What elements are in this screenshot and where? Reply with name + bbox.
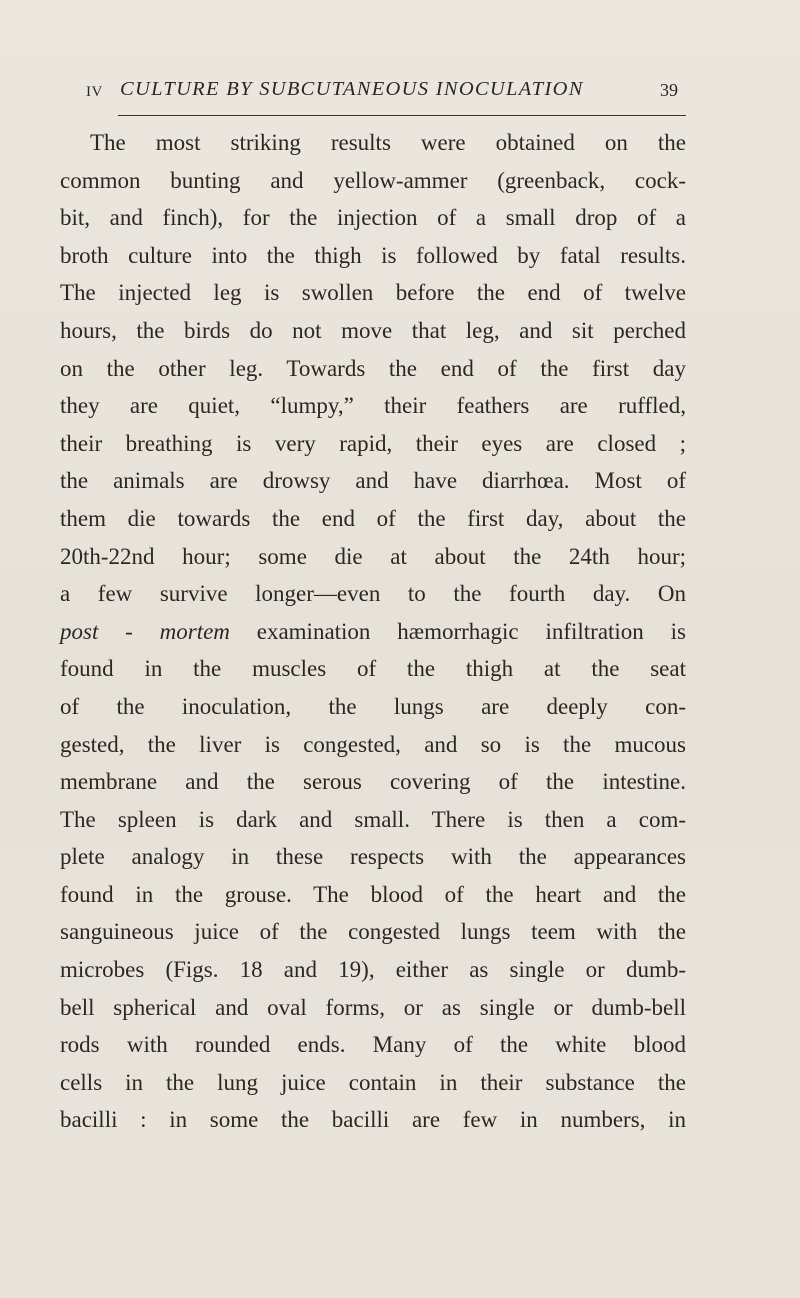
text-line: cells in the lung juice contain in their substance the <box>60 1069 686 1095</box>
text-line-rest: examination hæmorrhagic infiltration is <box>256 618 686 644</box>
text-line: broth culture into the thigh is followed by fatal results. <box>60 242 686 268</box>
body-text <box>60 124 686 1139</box>
italic-phrase: post - mortem <box>60 618 230 644</box>
text-line: hours, the birds do not move that leg, and sit perched <box>60 317 686 343</box>
text-line: found in the muscles of the thigh at the seat <box>60 656 686 682</box>
text-line: rods with rounded ends. Many of the white blood <box>60 1032 686 1058</box>
text-line: microbes (Figs. 18 and 19), either as single or dumb- <box>60 957 686 983</box>
text-line: plete analogy in these respects with the appearances <box>60 844 686 870</box>
text-line: gested, the liver is congested, and so is the mucous <box>60 731 686 757</box>
text-line: bacilli : in some the bacilli are few in numbers, in <box>60 1107 686 1133</box>
chapter-number: IV <box>86 84 103 100</box>
text-line: membrane and the serous covering of the intestine. <box>60 769 686 795</box>
text-line: they are quiet, “lumpy,” their feathers are ruffled, <box>60 393 686 419</box>
text-line: bit, and finch), for the injection of a small drop of a <box>60 205 686 231</box>
text-line: the animals are drowsy and have diarrhœa. Most of <box>60 468 686 494</box>
text-line: on the other leg. Towards the end of the first day <box>60 355 686 381</box>
text-line: bell spherical and oval forms, or as single or dumb-bell <box>60 994 686 1020</box>
header-rule <box>118 115 686 116</box>
text-line: found in the grouse. The blood of the heart and the <box>60 881 686 907</box>
running-title: CULTURE BY SUBCUTANEOUS INOCULATION <box>120 78 584 100</box>
page-number: 39 <box>660 80 678 100</box>
text-line: their breathing is very rapid, their eyes are closed ; <box>60 430 686 456</box>
text-line: a few survive longer—even to the fourth day. On <box>60 581 686 607</box>
text-line: 20th-22nd hour; some die at about the 24th hour; <box>60 543 686 569</box>
text-line: The injected leg is swollen before the end of twelve <box>60 280 686 306</box>
text-line <box>60 613 686 651</box>
text-line: them die towards the end of the first day, about the <box>60 505 686 531</box>
text-line: The spleen is dark and small. There is then a com- <box>60 806 686 832</box>
text-line: of the inoculation, the lungs are deeply con- <box>60 693 686 719</box>
text-line: sanguineous juice of the congested lungs teem with the <box>60 919 686 945</box>
text-line: The most striking results were obtained on the <box>90 130 686 155</box>
running-head <box>86 78 686 112</box>
text-line: common bunting and yellow-ammer (greenback, cock- <box>60 167 686 193</box>
